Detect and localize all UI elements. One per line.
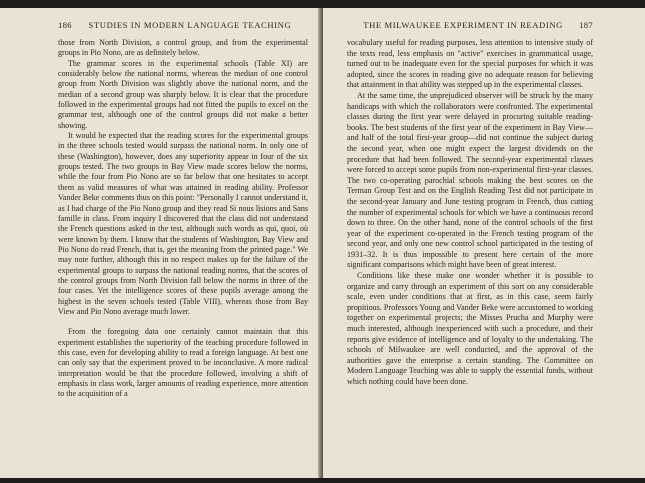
right-page-number: 187	[579, 20, 593, 30]
left-running-title: STUDIES IN MODERN LANGUAGE TEACHING	[88, 20, 292, 30]
right-running-title: THE MILWAUKEE EXPERIMENT IN READING	[363, 20, 563, 30]
right-page-text	[347, 38, 593, 388]
right-paragraph: vocabulary useful for reading purposes, less attention to intensive study of the texts read, less emphasis on "active" exercises in grammatical usage, turned out to be inadequate even for the special purposes for which it was adopted, since the scores in reading give no adequate reason for believing that attainment in that ability was stepped up in the experimental classes.	[347, 38, 593, 90]
left-paragraph: It would be expected that the reading scores for the experimental groups in the three schools tested would surpass the national norm. In only one of these (Washington), however, does any superiority appear in four of the six groups tested. The two groups in Bay View made scores below the norms, while the four from Pio Nono are so far below that one hesitates to accept them as valid measures of what was attained in reading ability. Professor Vander Beke comments thus on this point: "Personally I cannot understand it, as I had charge of the Pio Nono group and they read Si nous lisions and Sans famille in class. From inquiry I discovered that the class did not understand the French questions asked in the test, although such words as qui, quoi, où were known by them. I know that the students of Washington, Bay View and Pio Nono do read French, that is, get the meaning from the printed page." We may note further, although this in no respect makes up for the failure of the experimental groups to surpass the national reading norms, that the scores of the control groups from North Division fall below the norms in three of the four cases. Yet the intelligence scores of these pupils average among the highest in the seven schools tested (Table VIII), whereas those from Bay View and Pio Nono average much lower.	[58, 131, 308, 316]
left-running-head	[58, 20, 308, 30]
right-page	[323, 8, 645, 478]
left-page-text	[58, 38, 308, 400]
right-running-head	[347, 20, 593, 30]
left-paragraph: From the foregoing data one certainly cannot maintain that this experiment establishes the superiority of the teaching procedure followed in this case, even for developing ability to read a foreign language. At best one can only say that the experiment proved to be inconclusive. A more radical interpretation would be that the procedure followed, involving a shift of emphasis in class work, larger amounts of reading experience, more attention to the acquisition of a	[58, 327, 308, 399]
left-paragraph: those from North Division, a control group, and from the experimental groups in Pio Nono, are as definitely below.	[58, 38, 308, 58]
right-paragraph: At the same time, the unprejudiced observer will be struck by the many handicaps with which the collaborators were confronted. The experimental classes during the first year were delayed in procuring suitable reading-books. The best students of the first year of the experiment in Bay View—and half of the total first-year group—did not continue the subject during the second year, when one might expect the largest dividends on the procedure that had been followed. The second-year experimental classes were forced to accept some pupils from non-experimental first-year classes. The two co-operating parochial schools making the best scores on the Terman Group Test and on the English Reading Test did not participate in the second-year January and June testing program in French, thus cutting the number of experimental schools for which we have a continuous record down to three. On the other hand, none of the control schools of the first year of the experiment co-operated in the French testing program of the second year, and only one new control school participated in the testing of 1931–32. It is thus impossible to present here certain of the more significant comparisons which might have been of great interest.	[347, 90, 593, 270]
left-page-number: 186	[58, 20, 72, 30]
left-page	[0, 8, 320, 478]
right-paragraph: Conditions like these make one wonder whether it is possible to organize and carry through an experiment of this sort on any considerable scale, even under conditions that at first, as in this case, seem fairly propitious. Professors Young and Vander Beke were accustomed to working together on experimental projects; the Misses Prucha and Murphy were much interested, although inexperienced with such a procedure, and their reports give evidence of intelligence and of loyalty to the undertaking. The schools of Milwaukee are well conducted, and the approval of the authorities gave the enterprise a certain standing. The Committee on Modern Language Teaching was able to supply the essential funds, without which nothing could have been done.	[347, 271, 593, 386]
left-paragraph: The grammar scores in the experimental schools (Table XI) are considerably below the national norms, whereas the median of one control group from North Division was slightly above the national norm, and the median of a second group was sharply below. It is clear that the procedure followed in the experimental groups had not fitted the pupils to excel on the grammar test, although one of the control groups did not make a better showing.	[58, 58, 308, 130]
